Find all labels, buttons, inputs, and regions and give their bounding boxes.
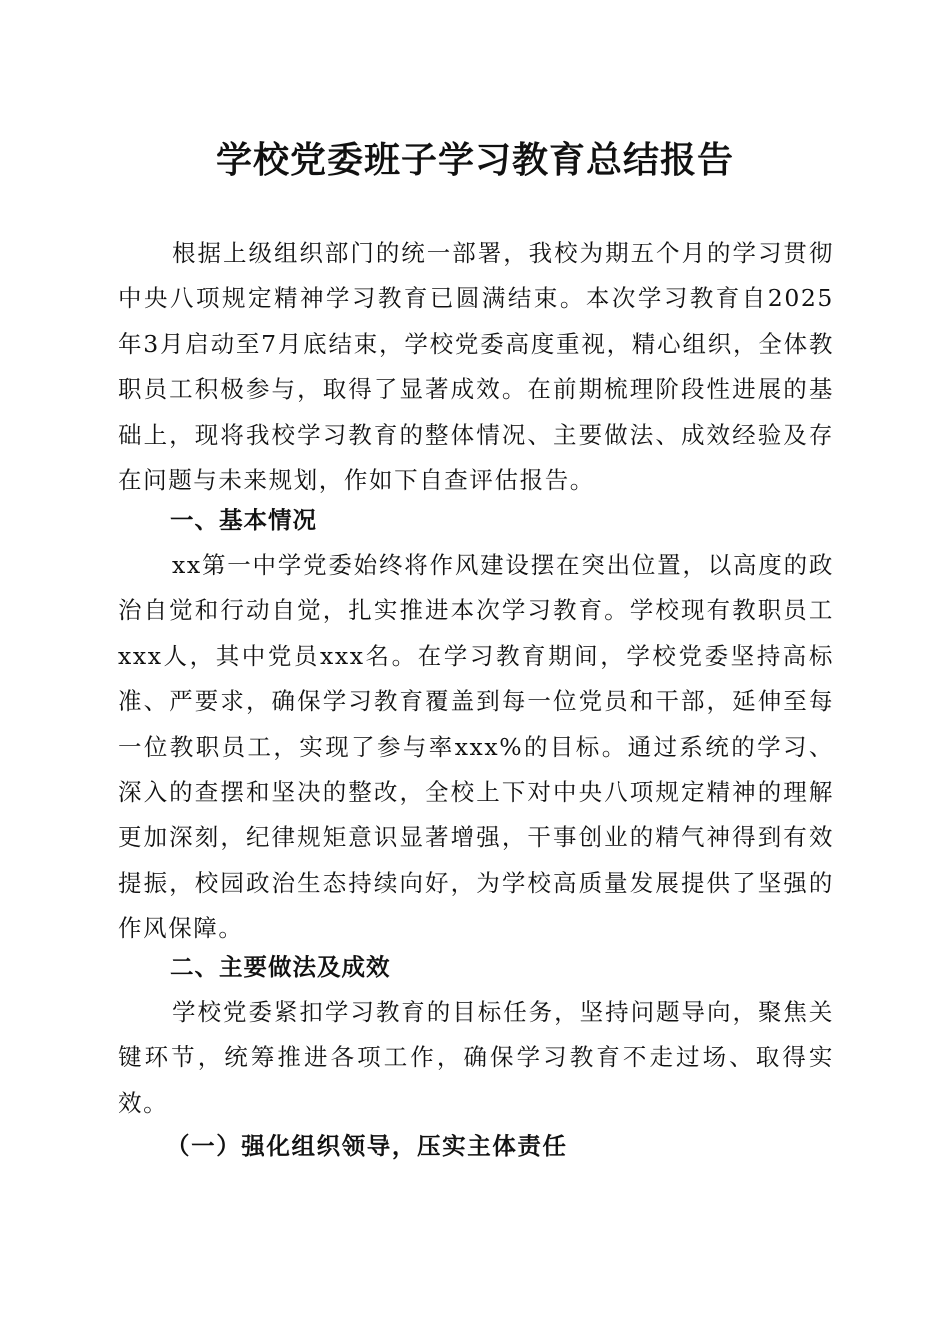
main-practices-paragraph: 学校党委紧扣学习教育的目标任务，坚持问题导向，聚焦关键环节，统筹推进各项工作，确保学习教育不走过场、取得实效。 [118,998,834,1117]
subsection-heading-organization: （一）强化组织领导，压实主体责任 [166,1132,568,1160]
intro-paragraph: 根据上级组织部门的统一部署，我校为期五个月的学习贯彻中央八项规定精神学习教育已圆满结束。本次学习教育自2025年3月启动至7月底结束，学校党委高度重视，精心组织，全体教职员工积极参与，取得了显著成效。在前期梳理阶段性进展的基础上，现将我校学习教育的整体情况、主要做法、成效经验及存在问题与未来规划，作如下自查评估报告。 [118,239,834,495]
section-heading-main-practices: 二、主要做法及成效 [170,953,391,981]
section-heading-basic-situation: 一、基本情况 [170,506,317,534]
basic-situation-paragraph: xx第一中学党委始终将作风建设摆在突出位置，以高度的政治自觉和行动自觉，扎实推进本次学习教育。学校现有教职员工xxx人，其中党员xxx名。在学习教育期间，学校党委坚持高标准、严要求，确保学习教育覆盖到每一位党员和干部，延伸至每一位教职员工，实现了参与率xxx%的目标。通过系统的学习、深入的查摆和坚决的整改，全校上下对中央八项规定精神的理解更加深刻，纪律规矩意识显著增强，干事创业的精气神得到有效提振，校园政治生态持续向好，为学校高质量发展提供了坚强的作风保障。 [118,551,834,943]
document-title: 学校党委班子学习教育总结报告 [215,139,734,181]
